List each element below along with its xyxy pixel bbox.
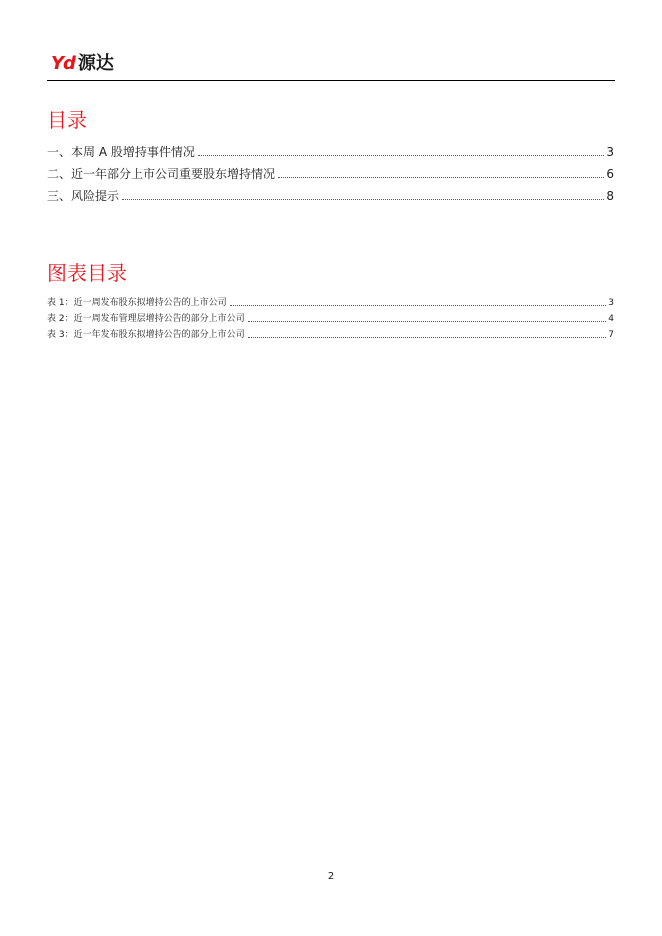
dot-leader — [278, 176, 604, 178]
toc-entry[interactable] — [47, 182, 614, 204]
header-divider — [47, 80, 615, 81]
figure-toc-entry-page: 3 — [608, 298, 614, 308]
figure-toc-entry[interactable] — [47, 309, 614, 325]
figure-toc-entry-page: 4 — [608, 314, 614, 324]
figure-toc-title: 图表目录 — [47, 261, 127, 285]
company-logo — [51, 53, 114, 75]
toc-title: 目录 — [47, 108, 87, 132]
toc-entry-page: 6 — [606, 167, 614, 181]
figure-toc-entry[interactable] — [47, 293, 614, 309]
table-of-contents — [47, 138, 614, 204]
dot-leader — [122, 198, 604, 200]
page-number: 2 — [327, 871, 335, 882]
figure-table-of-contents — [47, 293, 614, 341]
toc-entry-label: 二、近一年部分上市公司重要股东增持情况 — [47, 167, 276, 181]
figure-toc-entry-label: 表 3：近一年发布股东拟增持公告的部分上市公司 — [47, 330, 245, 340]
toc-entry[interactable] — [47, 138, 614, 160]
logo-name: 源达 — [77, 53, 114, 74]
figure-toc-entry-label: 表 1：近一周发布股东拟增持公告的上市公司 — [47, 298, 227, 308]
toc-entry-label: 一、本周 A 股增持事件情况 — [47, 145, 195, 159]
figure-toc-entry-page: 7 — [608, 330, 614, 340]
toc-entry[interactable] — [47, 160, 614, 182]
toc-entry-label: 三、风险提示 — [47, 189, 120, 203]
dot-leader — [230, 304, 607, 306]
dot-leader — [248, 320, 607, 322]
page-header — [47, 50, 615, 81]
figure-toc-entry[interactable] — [47, 325, 614, 341]
logo-mark: Yd — [51, 53, 75, 74]
toc-entry-page: 3 — [606, 145, 614, 159]
figure-toc-entry-label: 表 2：近一周发布管理层增持公告的部分上市公司 — [47, 314, 245, 324]
dot-leader — [248, 336, 607, 338]
toc-entry-page: 8 — [606, 189, 614, 203]
dot-leader — [198, 154, 605, 156]
